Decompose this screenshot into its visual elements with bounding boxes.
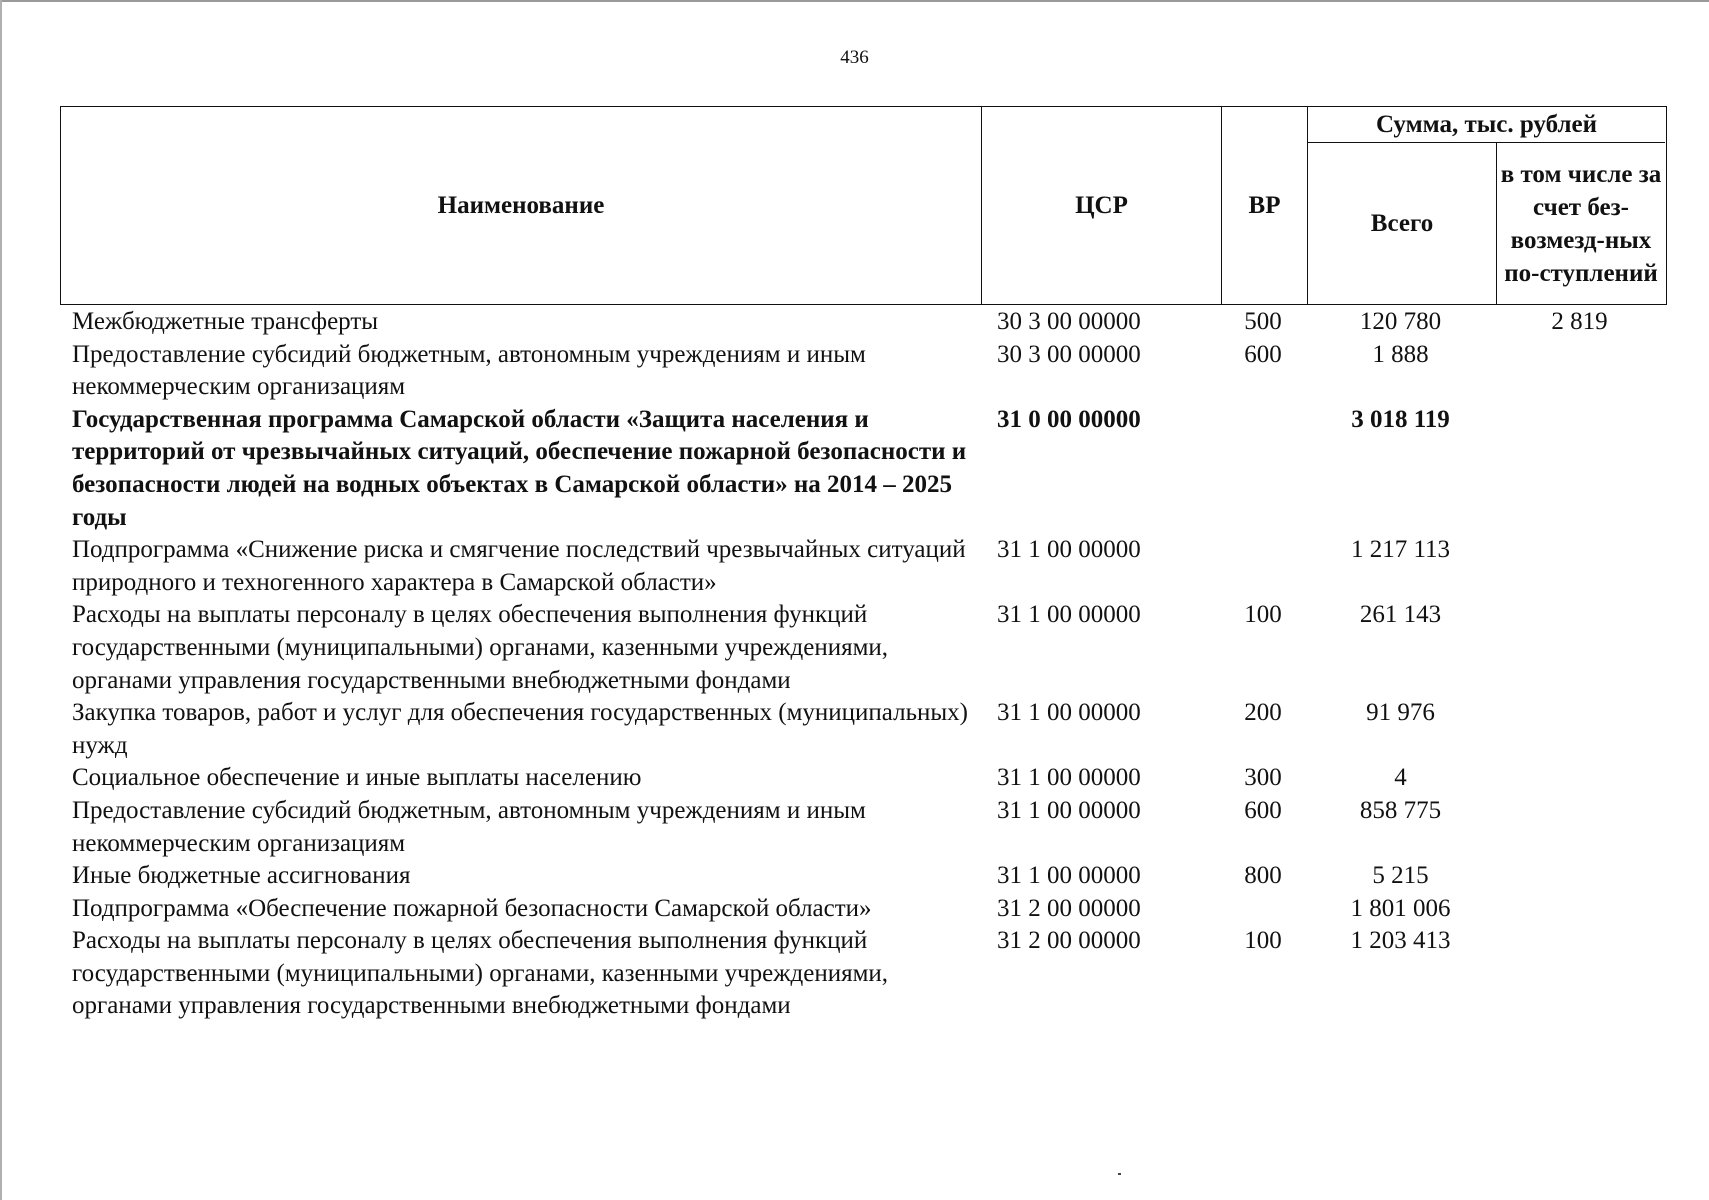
row-free: [1495, 599, 1664, 697]
row-total: 1 801 006: [1350, 894, 1451, 922]
table-row: [60, 893, 1667, 926]
row-name: Закупка товаров, работ и услуг для обеспечения государственных (муниципальных) нужд: [72, 699, 968, 759]
table-row: [60, 697, 1667, 762]
row-name: Предоставление субсидий бюджетным, автономным учреждениям и иным некоммерческим организациям: [72, 796, 866, 857]
row-name: Расходы на выплаты персоналу в целях обеспечения выполнения функций государственными (муниципальными) органами, казенными учреждениями, органами управления государственными внебюджетными фондами: [72, 601, 889, 694]
row-free: [1495, 762, 1664, 795]
row-total: 1 888: [1372, 340, 1429, 368]
row-total: 120 780: [1359, 308, 1442, 335]
row-free: [1495, 339, 1664, 404]
row-name: Подпрограмма «Снижение риска и смягчение последствий чрезвычайных ситуаций природного и техногенного характера в Самарской области»: [72, 536, 966, 596]
row-csr: 31 1 00 00000: [997, 764, 1141, 792]
header-free: в том числе за счет без-возмезд-ных по-ступлений: [1496, 143, 1665, 304]
table-row: [60, 306, 1667, 339]
row-vr: 300: [1244, 764, 1282, 792]
row-name: Подпрограмма «Обеспечение пожарной безопасности Самарской области»: [72, 894, 872, 922]
table-row: [60, 404, 1667, 534]
row-csr: 31 1 00 00000: [997, 862, 1141, 890]
row-total: 1 203 413: [1350, 927, 1451, 955]
table-row: [60, 534, 1667, 599]
row-free: 2 819: [1551, 308, 1608, 335]
row-vr: 200: [1244, 699, 1282, 727]
scan-speck: [1118, 1173, 1121, 1175]
row-vr: [1220, 534, 1306, 599]
row-free: [1495, 404, 1664, 534]
row-free: [1495, 534, 1664, 599]
table-row: [60, 925, 1667, 1023]
row-vr: 100: [1244, 601, 1282, 629]
table-header: [60, 106, 1667, 305]
row-name: Межбюджетные трансферты: [72, 308, 379, 335]
header-sum: Сумма, тыс. рублей: [1307, 107, 1665, 143]
row-vr: 800: [1244, 862, 1282, 890]
row-vr: 600: [1244, 796, 1282, 824]
page-number: 436: [840, 47, 869, 68]
row-total: 91 976: [1366, 699, 1435, 727]
row-name: Расходы на выплаты персоналу в целях обеспечения выполнения функций государственными (муниципальными) органами, казенными учреждениями, органами управления государственными внебюджетными фондами: [72, 927, 889, 1020]
table-row: [60, 795, 1667, 860]
table-row: [60, 762, 1667, 795]
row-csr: 31 2 00 00000: [997, 927, 1141, 955]
table-row: [60, 339, 1667, 404]
row-csr: 31 1 00 00000: [997, 601, 1141, 629]
row-csr: 31 1 00 00000: [997, 536, 1141, 564]
row-total: 5 215: [1372, 862, 1429, 890]
header-csr: ЦСР: [981, 107, 1221, 304]
table-row: [60, 599, 1667, 697]
scan-edge-top: [0, 0, 1709, 2]
row-vr: [1220, 404, 1306, 534]
header-name: Наименование: [437, 191, 605, 219]
row-csr: 31 1 00 00000: [997, 796, 1141, 824]
table-body: [60, 306, 1667, 1023]
row-free: [1495, 893, 1664, 926]
row-name: Социальное обеспечение и иные выплаты населению: [72, 764, 642, 792]
row-vr: [1220, 893, 1306, 926]
row-free: [1495, 697, 1664, 762]
row-csr: 31 2 00 00000: [997, 894, 1141, 922]
row-name: Предоставление субсидий бюджетным, автономным учреждениям и иным некоммерческим организациям: [72, 340, 866, 401]
row-csr: 31 1 00 00000: [997, 699, 1141, 727]
row-vr: 600: [1244, 340, 1282, 368]
row-total: 3 018 119: [1351, 405, 1450, 433]
row-total: 261 143: [1359, 601, 1442, 629]
row-vr: 500: [1244, 308, 1282, 335]
row-csr: 31 0 00 00000: [997, 405, 1141, 433]
row-vr: 100: [1244, 927, 1282, 955]
table-row: [60, 860, 1667, 893]
row-total: 4: [1394, 764, 1407, 792]
row-total: 1 217 113: [1350, 536, 1451, 564]
row-name: Государственная программа Самарской области «Защита населения и территорий от чрезвычайных ситуаций, обеспечение пожарной безопасности и безопасности людей на водных объектах в Самарской области» на 2014 – 2025 годы: [72, 405, 967, 531]
row-free: [1495, 795, 1664, 860]
row-csr: 30 3 00 00000: [997, 340, 1141, 368]
header-vr: ВР: [1221, 107, 1307, 304]
row-csr: 30 3 00 00000: [997, 308, 1141, 335]
row-free: [1495, 925, 1664, 1023]
row-free: [1495, 860, 1664, 893]
scan-edge-left: [0, 0, 2, 1200]
header-total: Всего: [1307, 143, 1496, 304]
row-name: Иные бюджетные ассигнования: [72, 862, 411, 890]
row-total: 858 775: [1359, 796, 1442, 824]
